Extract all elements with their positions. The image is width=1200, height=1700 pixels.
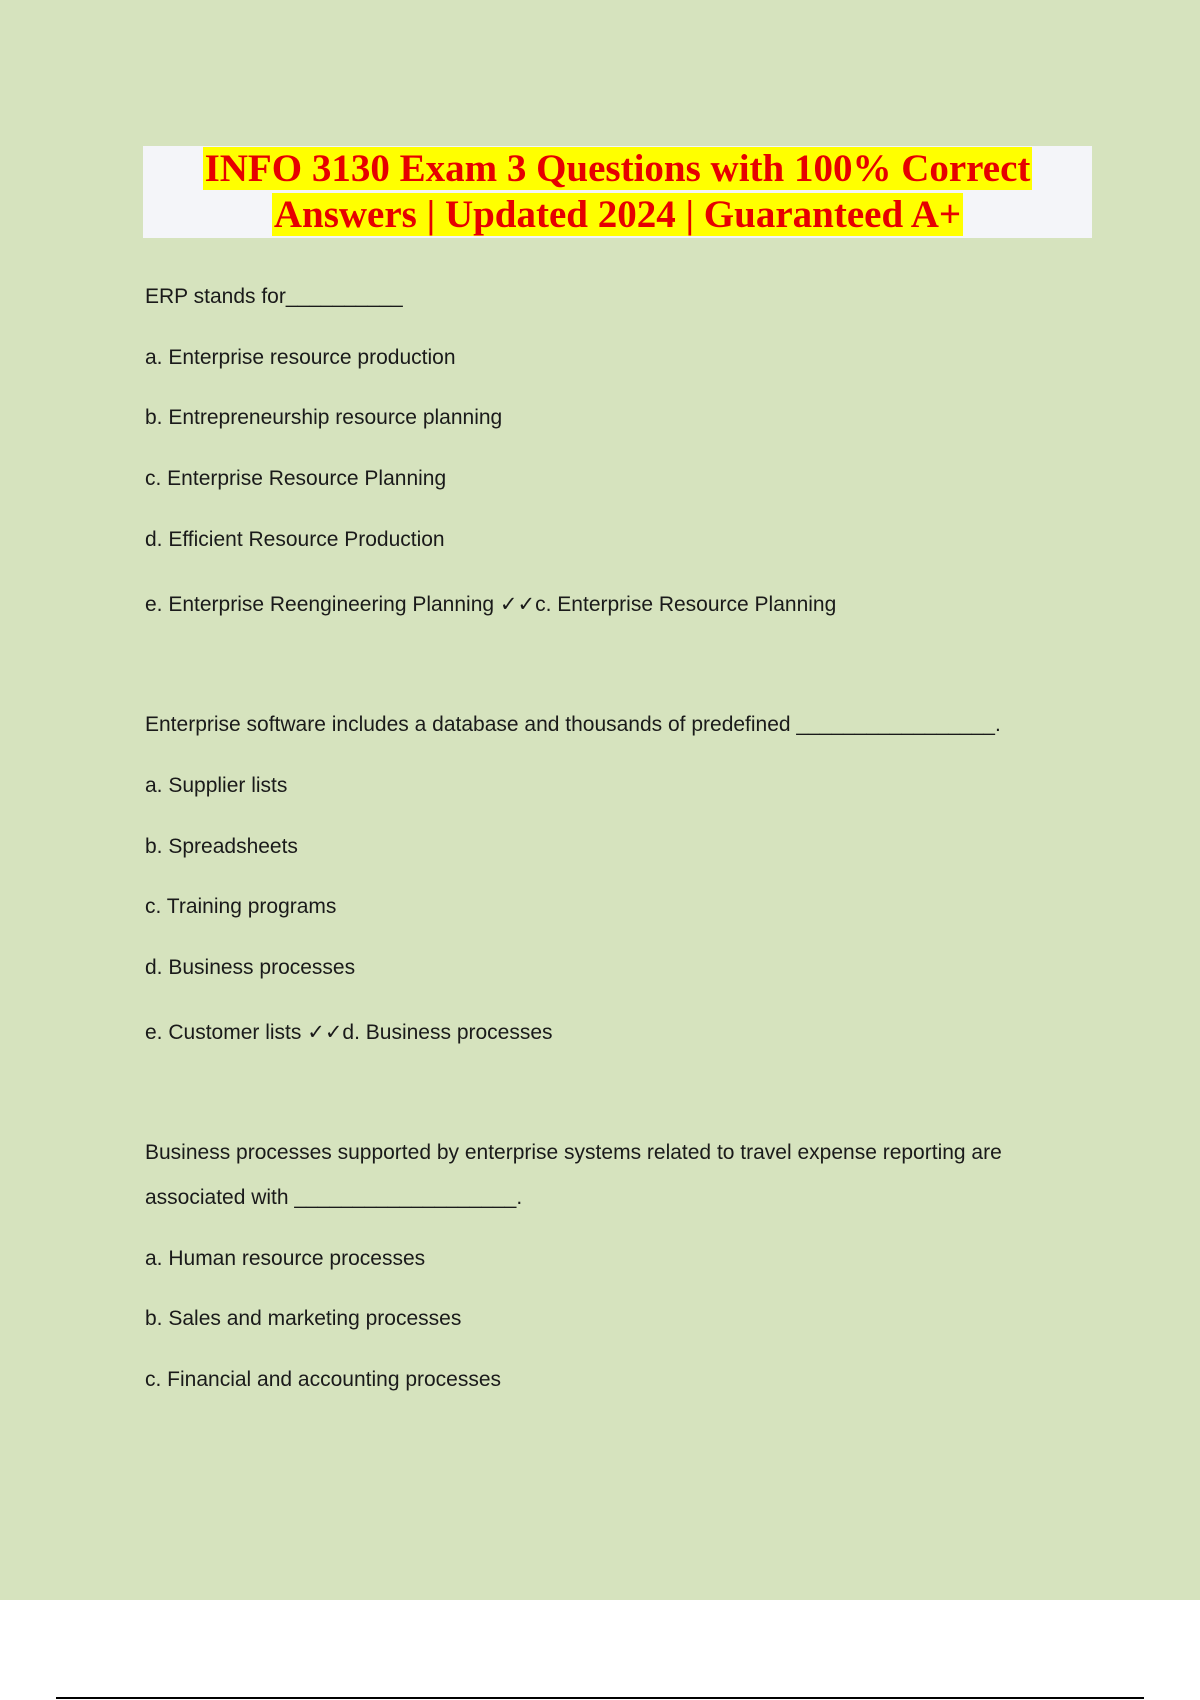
question-1-option-b: b. Entrepreneurship resource planning (145, 406, 503, 429)
question-2-prompt: Enterprise software includes a database and thousands of predefined _________________. (145, 713, 1001, 736)
title-line-1: INFO 3130 Exam 3 Questions with 100% Correct (204, 147, 1031, 190)
question-3-option-c: c. Financial and accounting processes (145, 1368, 502, 1391)
question-2-answer: d. Business processes (342, 1021, 553, 1044)
question-1-option-d: d. Efficient Resource Production (145, 528, 445, 551)
question-2-option-a: a. Supplier lists (145, 774, 288, 797)
question-1-option-c: c. Enterprise Resource Planning (145, 467, 447, 490)
question-3-option-b: b. Sales and marketing processes (145, 1307, 462, 1330)
question-1-answer-line (145, 590, 836, 619)
question-3-option-a: a. Human resource processes (145, 1247, 426, 1270)
title-line-2: Answers | Updated 2024 | Guaranteed A+ (273, 193, 962, 236)
footer-divider (56, 1697, 1144, 1699)
question-2-option-d: d. Business processes (145, 956, 356, 979)
document-title (143, 146, 1092, 238)
question-1-option-a: a. Enterprise resource production (145, 346, 456, 369)
double-check-icon: ✓✓ (499, 592, 536, 616)
question-1-prompt: ERP stands for__________ (145, 285, 403, 308)
question-1-answer: c. Enterprise Resource Planning (535, 593, 837, 616)
question-2-answer-line (145, 1018, 553, 1047)
question-3-prompt-line-1: Business processes supported by enterprise systems related to travel expense reporting are (145, 1141, 1002, 1164)
question-1-option-e: e. Enterprise Reengineering Planning (145, 593, 495, 616)
question-3-prompt-line-2: associated with ___________________. (145, 1186, 523, 1209)
double-check-icon: ✓✓ (307, 1020, 343, 1044)
question-2-option-b: b. Spreadsheets (145, 835, 298, 858)
question-2-option-e: e. Customer lists (145, 1021, 302, 1044)
question-2-option-c: c. Training programs (145, 895, 337, 918)
